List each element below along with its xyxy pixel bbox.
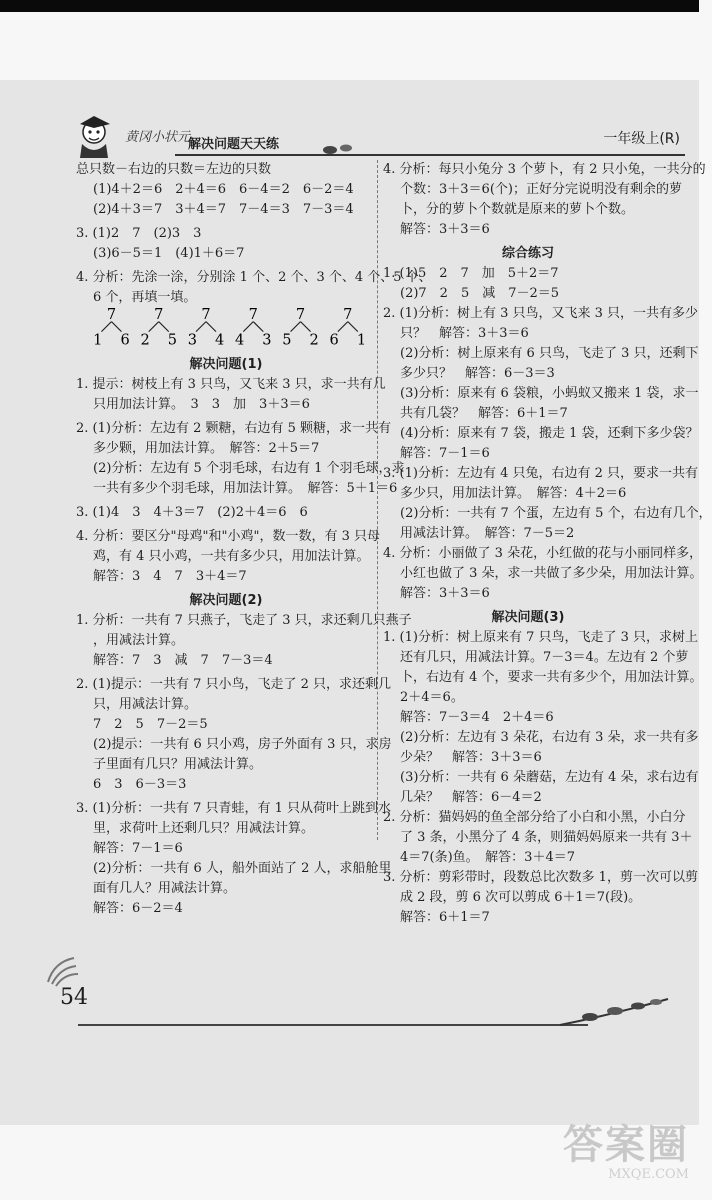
answer-line: 1. (1)分析：树上原来有 7 只鸟，飞走了 3 只，求树上 — [383, 630, 699, 645]
answer-line: ，用减法计算。 — [93, 633, 185, 648]
answer-line: 解答：3 4 7 3＋4＝7 — [93, 569, 247, 584]
split-part-right: 3 — [262, 332, 272, 349]
answer-line: 子里面有几只？用减法计算。 — [93, 757, 263, 772]
answer-line: 4. 分析：要区分"母鸡"和"小鸡"，数一数，有 3 只母 — [76, 529, 380, 544]
split-whole: 7 — [248, 306, 258, 323]
split-part-left: 4 — [235, 332, 245, 349]
answer-line: 解答：7－1＝6 — [400, 446, 490, 461]
answer-line: 鸡，有 4 只小鸡，一共有多少只，用加法计算。 — [93, 549, 370, 564]
split-branch-right — [301, 322, 311, 332]
split-branch-right — [159, 322, 169, 332]
grade-label: 一年级上(R) — [603, 131, 680, 147]
split-branch-left — [243, 322, 253, 332]
swirl-ornament-icon — [44, 952, 80, 988]
split-part-right: 6 — [120, 332, 130, 349]
header-rule — [175, 154, 685, 156]
answer-line: (2)提示：一共有 6 只小鸡，房子外面有 3 只，求房 — [93, 737, 392, 752]
top-status-bar — [0, 0, 699, 12]
split-part-left: 6 — [329, 332, 339, 349]
answer-line: (3)6－5＝1 (4)1＋6＝7 — [93, 246, 245, 261]
answer-line: (2)分析：一共有 6 人，船外面站了 2 人，求船舱里 — [93, 861, 392, 876]
answer-line: 3. (1)分析：左边有 4 只兔，右边有 2 只，要求一共有 — [383, 466, 699, 481]
answer-line: 解答：7－1＝6 — [93, 841, 183, 856]
mascot-icon — [70, 112, 120, 160]
split-part-left: 3 — [187, 332, 197, 349]
split-part-left: 5 — [282, 332, 292, 349]
answer-line: (4)分析：原来有 7 袋，搬走 1 袋，还剩下多少袋？ — [400, 426, 699, 441]
answer-line: 只，用减法计算。 — [93, 697, 198, 712]
split-part-right: 1 — [356, 332, 367, 349]
right-column — [383, 160, 712, 928]
answer-line: (1)4＋2＝6 2＋4＝6 6－4＝2 6－2＝4 — [93, 182, 354, 197]
answer-line: 多少只？ 解答：6－3＝3 — [400, 366, 555, 381]
answer-line: 只用加法计算。 3 3 加 3＋3＝6 — [93, 397, 310, 412]
split-branch-left — [196, 322, 206, 332]
split-part-right: 5 — [167, 332, 177, 349]
answer-line: 共有几袋？ 解答：6＋1＝7 — [400, 406, 568, 421]
split-branch-left — [149, 322, 159, 332]
answer-line: 2. (1)分析：左边有 2 颗糖，右边有 5 颗糖，求一共有 — [76, 421, 392, 436]
split-whole: 7 — [106, 306, 117, 323]
answer-line: (2)分析：左边有 5 个羽毛球，右边有 1 个羽毛球，求 — [93, 461, 405, 476]
answer-line: 小红也做了 3 朵，求一共做了多少朵，用加法计算。 — [400, 566, 703, 581]
answer-line: 几朵？ 解答：6－4＝2 — [400, 790, 542, 805]
split-branch-left — [338, 322, 348, 332]
answer-line: (2)分析：左边有 3 朵花，右边有 3 朵，求一共有多 — [400, 730, 699, 745]
answer-line: 一共有多少个羽毛球，用加法计算。 解答：5＋1＝6 — [93, 481, 398, 496]
answer-line: 2. 分析：猫妈妈的鱼全部分给了小白和小黑，小白分 — [383, 810, 686, 825]
answer-line: 2. (1)分析：树上有 3 只鸟，又飞来 3 只，一共有多少 — [383, 306, 699, 321]
split-branch-left — [101, 322, 111, 332]
answer-line: 解答：3＋3＝6 — [400, 586, 490, 601]
split-branch-right — [253, 322, 263, 332]
answer-line: 多少颗，用加法计算。 解答：2＋5＝7 — [93, 441, 320, 456]
answer-line: 成 2 段，剪 6 次可以剪成 6＋1＝7(段)。 — [400, 890, 642, 905]
answer-line: 4. 分析：每只小兔分 3 个萝卜，有 2 只小兔，一共分的 — [383, 162, 706, 177]
answer-line: (3)分析：一共有 6 朵蘑菇，左边有 4 朵，求右边有 — [400, 770, 699, 785]
header-title: 解决问题天天练 — [188, 137, 280, 152]
answer-line: 4. 分析：先涂一涂，分别涂 1 个、2 个、3 个、4 个、5 个、 — [76, 270, 432, 285]
section-title: 解决问题(3) — [491, 610, 565, 625]
answer-line: 1. (1)5 2 7 加 5＋2＝7 — [383, 266, 559, 281]
split-branch-right — [111, 322, 121, 332]
split-whole: 7 — [201, 306, 211, 323]
answer-line: 解答：3＋3＝6 — [400, 222, 490, 237]
answer-line: 少朵？ 解答：3＋3＝6 — [400, 750, 542, 765]
answer-line: (2)分析：树上原来有 6 只鸟，飞走了 3 只，还剩下 — [400, 346, 699, 361]
answer-line: 4＝7(条)鱼。 解答：3＋4＝7 — [400, 850, 575, 865]
answer-line: 个数：3＋3＝6(个)；正好分完说明没有剩余的萝 — [400, 182, 682, 197]
answer-line: 还有几只，用减法计算。7－3＝4。左边有 2 个萝 — [400, 650, 689, 665]
footer-rule — [78, 1024, 588, 1026]
watermark — [563, 1123, 689, 1182]
split-whole: 7 — [295, 306, 306, 323]
section-title: 解决问题(2) — [189, 593, 263, 608]
answer-line: 只？ 解答：3＋3＝6 — [400, 326, 529, 341]
answer-line: 1. 提示：树枝上有 3 只鸟，又飞来 3 只，求一共有几 — [76, 377, 386, 392]
number-split-diagrams — [76, 308, 376, 348]
section-title: 综合练习 — [501, 246, 554, 261]
answer-line: (3)分析：原来有 6 袋粮，小蚂蚁又搬来 1 袋，求一 — [400, 386, 699, 401]
answer-line: 解答：7－3＝4 2＋4＝6 — [400, 710, 554, 725]
split-part-left: 1 — [93, 332, 103, 349]
answer-line: 4. 分析：小丽做了 3 朵花，小红做的花与小丽同样多， — [383, 546, 703, 561]
answer-line: 多少只，用加法计算。 解答：4＋2＝6 — [400, 486, 627, 501]
answer-line: 2＋4＝6。 — [400, 690, 464, 705]
answer-line: 里，求荷叶上还剩几只？用减法计算。 — [93, 821, 315, 836]
answer-line: 7 2 5 7－2＝5 — [93, 717, 208, 732]
split-branch-right — [206, 322, 216, 332]
answer-line: (2)4＋3＝7 3＋4＝7 7－4＝3 7－3＝4 — [93, 202, 354, 217]
answer-line: 6 3 6－3＝3 — [93, 777, 187, 792]
answer-line: (2)7 2 5 减 7－2＝5 — [400, 286, 560, 301]
split-whole: 7 — [154, 306, 164, 323]
split-part-right: 2 — [309, 332, 319, 349]
brand-logo-text: 黄冈小状元 — [125, 130, 191, 145]
answer-line: 卜，右边有 4 个，要求一共有多少个，用加法计算。 — [400, 670, 703, 685]
answer-line: (2)分析：一共有 7 个蛋，左边有 5 个，右边有几个， — [400, 506, 712, 521]
section-title: 解决问题(1) — [189, 357, 263, 372]
answer-line: 2. (1)提示：一共有 7 只小鸟，飞走了 2 只，求还剩几 — [76, 677, 392, 692]
answer-line: 1. 分析：一共有 7 只燕子，飞走了 3 只，求还剩几只燕子 — [76, 613, 412, 628]
answer-line: 用减法计算。 解答：7－5＝2 — [400, 526, 575, 541]
split-part-right: 4 — [215, 332, 225, 349]
leaf-ornament-icon — [560, 995, 670, 1035]
watermark-url: MXQE.COM — [608, 1167, 689, 1182]
page-header — [70, 112, 685, 160]
answer-line: 3. (1)2 7 (2)3 3 — [76, 226, 202, 241]
answer-line: 3. (1)4 3 4＋3＝7 (2)2＋4＝6 6 — [76, 505, 308, 520]
answer-line: 解答：7 3 减 7 7－3＝4 — [93, 653, 273, 668]
answer-line: 了 3 条，小黑分了 4 条，则猫妈妈原来一共有 3＋ — [400, 830, 693, 845]
answer-line: 解答：6－2＝4 — [93, 901, 183, 916]
answer-line: 总只数－右边的只数＝左边的只数 — [76, 162, 272, 177]
answer-line: 面有几人？用减法计算。 — [93, 881, 237, 896]
split-whole: 7 — [343, 306, 353, 323]
page-number: 54 — [60, 985, 88, 1010]
answer-line: 卜，分的萝卜个数就是原来的萝卜个数。 — [400, 202, 635, 217]
watermark-logo: 答案圈 — [563, 1122, 689, 1168]
split-part-left: 2 — [140, 332, 150, 349]
answer-line: 3. (1)分析：一共有 7 只青蛙，有 1 只从荷叶上跳到水 — [76, 801, 392, 816]
answer-line: 解答：6＋1＝7 — [400, 910, 490, 925]
left-column — [76, 160, 432, 919]
split-branch-left — [291, 322, 301, 332]
answer-line: 3. 分析：剪彩带时，段数总比次数多 1，剪一次可以剪 — [383, 870, 698, 885]
split-branch-right — [348, 322, 358, 332]
answer-line: 6 个，再填一填。 — [93, 290, 197, 305]
